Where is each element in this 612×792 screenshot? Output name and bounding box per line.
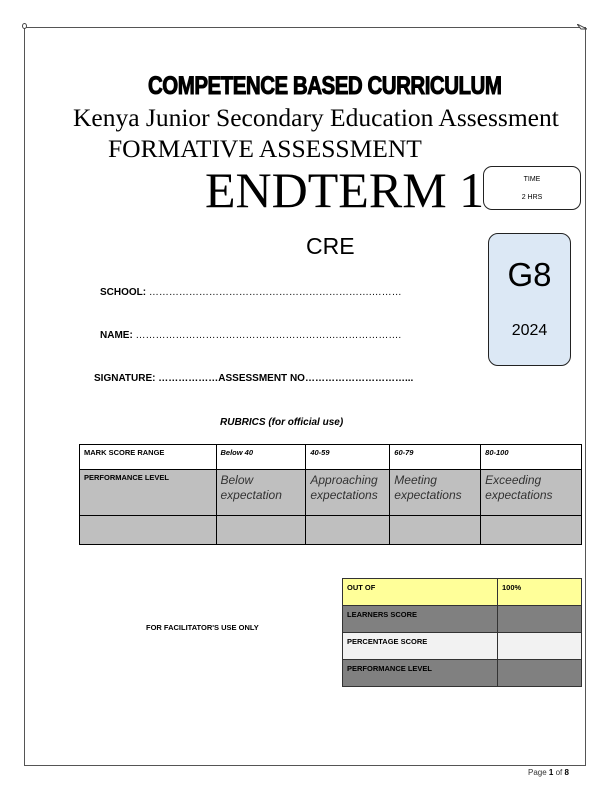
table-row [80, 445, 582, 470]
level-line: Below [220, 473, 254, 487]
level-line: expectations [394, 488, 462, 502]
page-of: of [553, 768, 565, 777]
score-value[interactable] [498, 606, 582, 633]
signature-assessment-field[interactable] [94, 373, 413, 384]
signature-label: SIGNATURE: [94, 373, 156, 384]
school-label: SCHOOL: [100, 287, 147, 298]
exam-title: ENDTERM 1 [205, 162, 485, 218]
assessment-type-title: FORMATIVE ASSESSMENT [108, 134, 422, 163]
assessment-no-label: ASSESSMENT NO [218, 373, 305, 384]
school-field[interactable] [100, 287, 402, 298]
level-line: Meeting [394, 473, 437, 487]
row-label: MARK SCORE RANGE [80, 445, 217, 470]
facilitator-label: FOR FACILITATOR'S USE ONLY [146, 623, 259, 632]
score-label: LEARNERS SCORE [343, 606, 498, 633]
table-row [80, 470, 582, 516]
score-label: OUT OF [343, 579, 498, 606]
grade-box [488, 233, 571, 366]
signature-blank[interactable]: ……………… [155, 373, 219, 384]
year-label: 2024 [511, 322, 548, 339]
score-table [342, 578, 582, 687]
time-label: TIME [523, 176, 541, 183]
score-value[interactable] [498, 660, 582, 687]
level-line: expectations [310, 488, 378, 502]
range-cell: 80-100 [481, 445, 582, 470]
empty-cell[interactable] [216, 516, 306, 545]
range-cell: Below 40 [216, 445, 306, 470]
score-label: PERFORMANCE LEVEL [343, 660, 498, 687]
page-total: 8 [564, 768, 569, 777]
table-row [343, 660, 582, 687]
page-prefix: Page [528, 768, 549, 777]
assessment-no-blank[interactable]: …………………………... [304, 373, 414, 384]
table-row [343, 579, 582, 606]
empty-cell[interactable] [80, 516, 217, 545]
name-field[interactable] [100, 330, 401, 341]
range-cell: 60-79 [390, 445, 481, 470]
curriculum-title: COMPETENCE BASED CURRICULUM [148, 72, 502, 100]
score-label: PERCENTAGE SCORE [343, 633, 498, 660]
level-cell [390, 470, 481, 516]
level-cell [481, 470, 582, 516]
page-corner-fold-icon [577, 24, 587, 34]
table-row [80, 516, 582, 545]
rubrics-title: RUBRICS (for official use) [220, 417, 344, 428]
level-line: Exceeding [485, 473, 542, 487]
level-line: Approaching [310, 473, 378, 487]
level-cell [306, 470, 390, 516]
school-blank[interactable]: ………………………………………………………….……… [146, 287, 402, 298]
subject-title: CRE [306, 233, 355, 259]
name-blank[interactable]: …………………………………………………….………………. [132, 330, 402, 341]
table-row [343, 606, 582, 633]
range-cell: 40-59 [306, 445, 390, 470]
level-line: expectation [220, 488, 282, 502]
assessment-body-title: Kenya Junior Secondary Education Assessment [73, 103, 559, 132]
page-current: 1 [548, 768, 554, 777]
table-row [343, 633, 582, 660]
empty-cell[interactable] [390, 516, 481, 545]
empty-cell[interactable] [306, 516, 390, 545]
empty-cell[interactable] [481, 516, 582, 545]
time-box [483, 166, 581, 210]
anchor-icon [22, 23, 27, 29]
page-number [528, 768, 569, 777]
time-value: 2 HRS [521, 194, 543, 201]
row-label: PERFORMANCE LEVEL [80, 470, 217, 516]
name-label: NAME: [100, 330, 133, 341]
level-cell [216, 470, 306, 516]
score-value: 100% [498, 579, 582, 606]
rubrics-table [79, 444, 582, 545]
score-value[interactable] [498, 633, 582, 660]
level-line: expectations [485, 488, 553, 502]
grade-label: G8 [507, 256, 552, 293]
